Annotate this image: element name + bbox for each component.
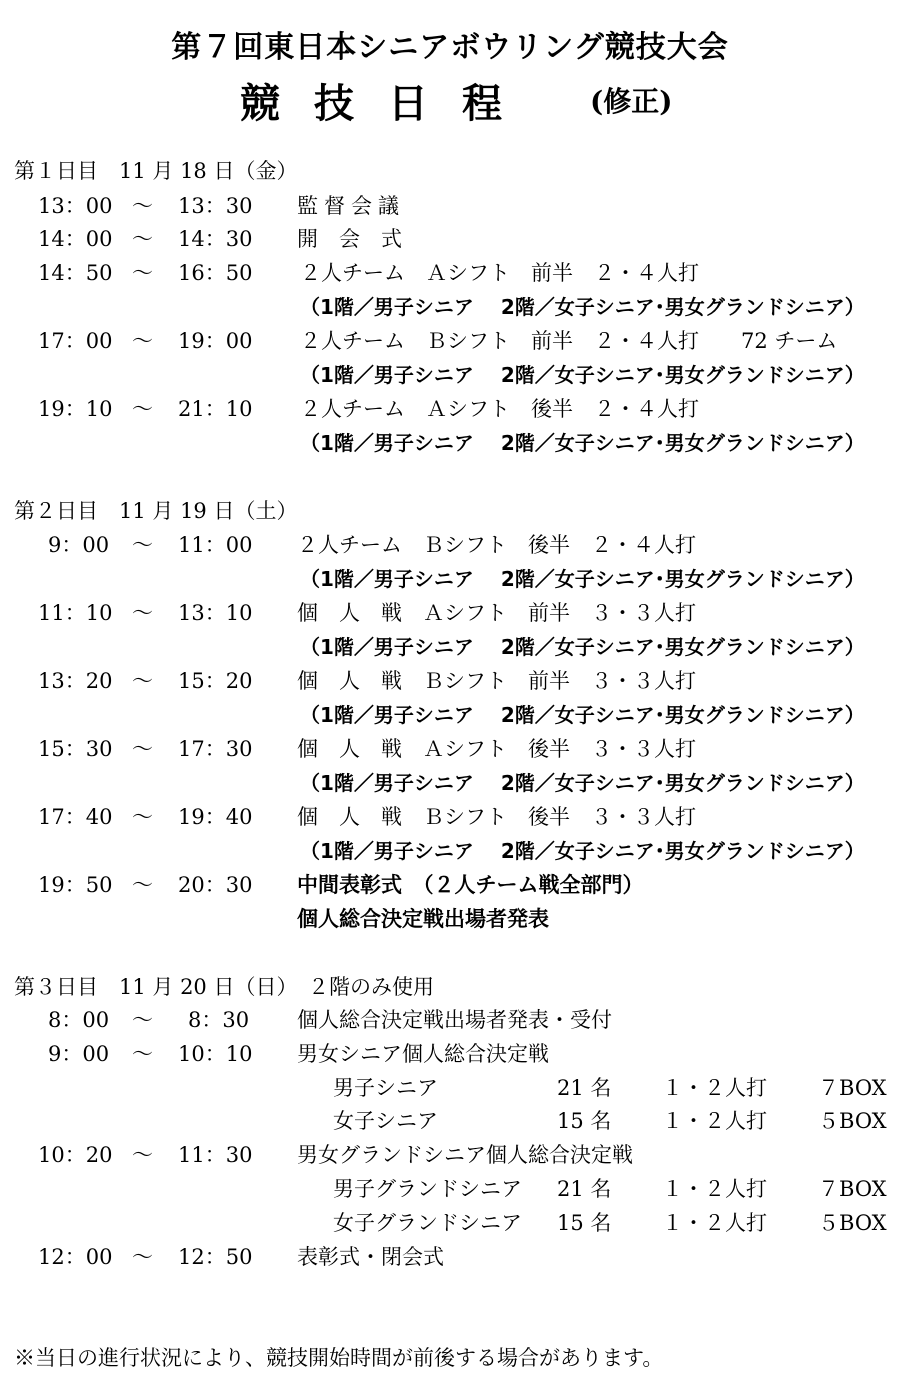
day1-header: 第１日目 11 月 18 日（金） xyxy=(14,159,298,183)
floor-note: （1階／男子シニア 2階／女子シニア･男女グランドシニア） xyxy=(300,363,865,387)
document-title: 第７回東日本シニアボウリング競技大会 xyxy=(171,30,729,65)
floor-note: （1階／男子シニア 2階／女子シニア･男女グランドシニア） xyxy=(300,635,865,659)
floor-note: （1階／男子シニア 2階／女子シニア･男女グランドシニア） xyxy=(300,567,865,591)
schedule-heading: 競技日程 xyxy=(240,80,536,127)
floor-note: （1階／男子シニア 2階／女子シニア･男女グランドシニア） xyxy=(300,839,865,863)
floor-note: （1階／男子シニア 2階／女子シニア･男女グランドシニア） xyxy=(300,295,865,319)
award-note: 個人総合決定戦出場者発表 xyxy=(297,906,549,931)
revision-note: (修正) xyxy=(590,85,673,118)
floor-note: （1階／男子シニア 2階／女子シニア･男女グランドシニア） xyxy=(300,431,865,455)
floor-note: （1階／男子シニア 2階／女子シニア･男女グランドシニア） xyxy=(300,703,865,727)
footnote: ※当日の進行状況により、競技開始時間が前後する場合があります。 xyxy=(14,1346,664,1370)
floor-note: （1階／男子シニア 2階／女子シニア･男女グランドシニア） xyxy=(300,771,865,795)
day2-header: 第２日目 11 月 19 日（土） xyxy=(14,499,298,523)
day3-header: 第３日目 11 月 20 日（日） ２階のみ使用 xyxy=(14,975,434,999)
